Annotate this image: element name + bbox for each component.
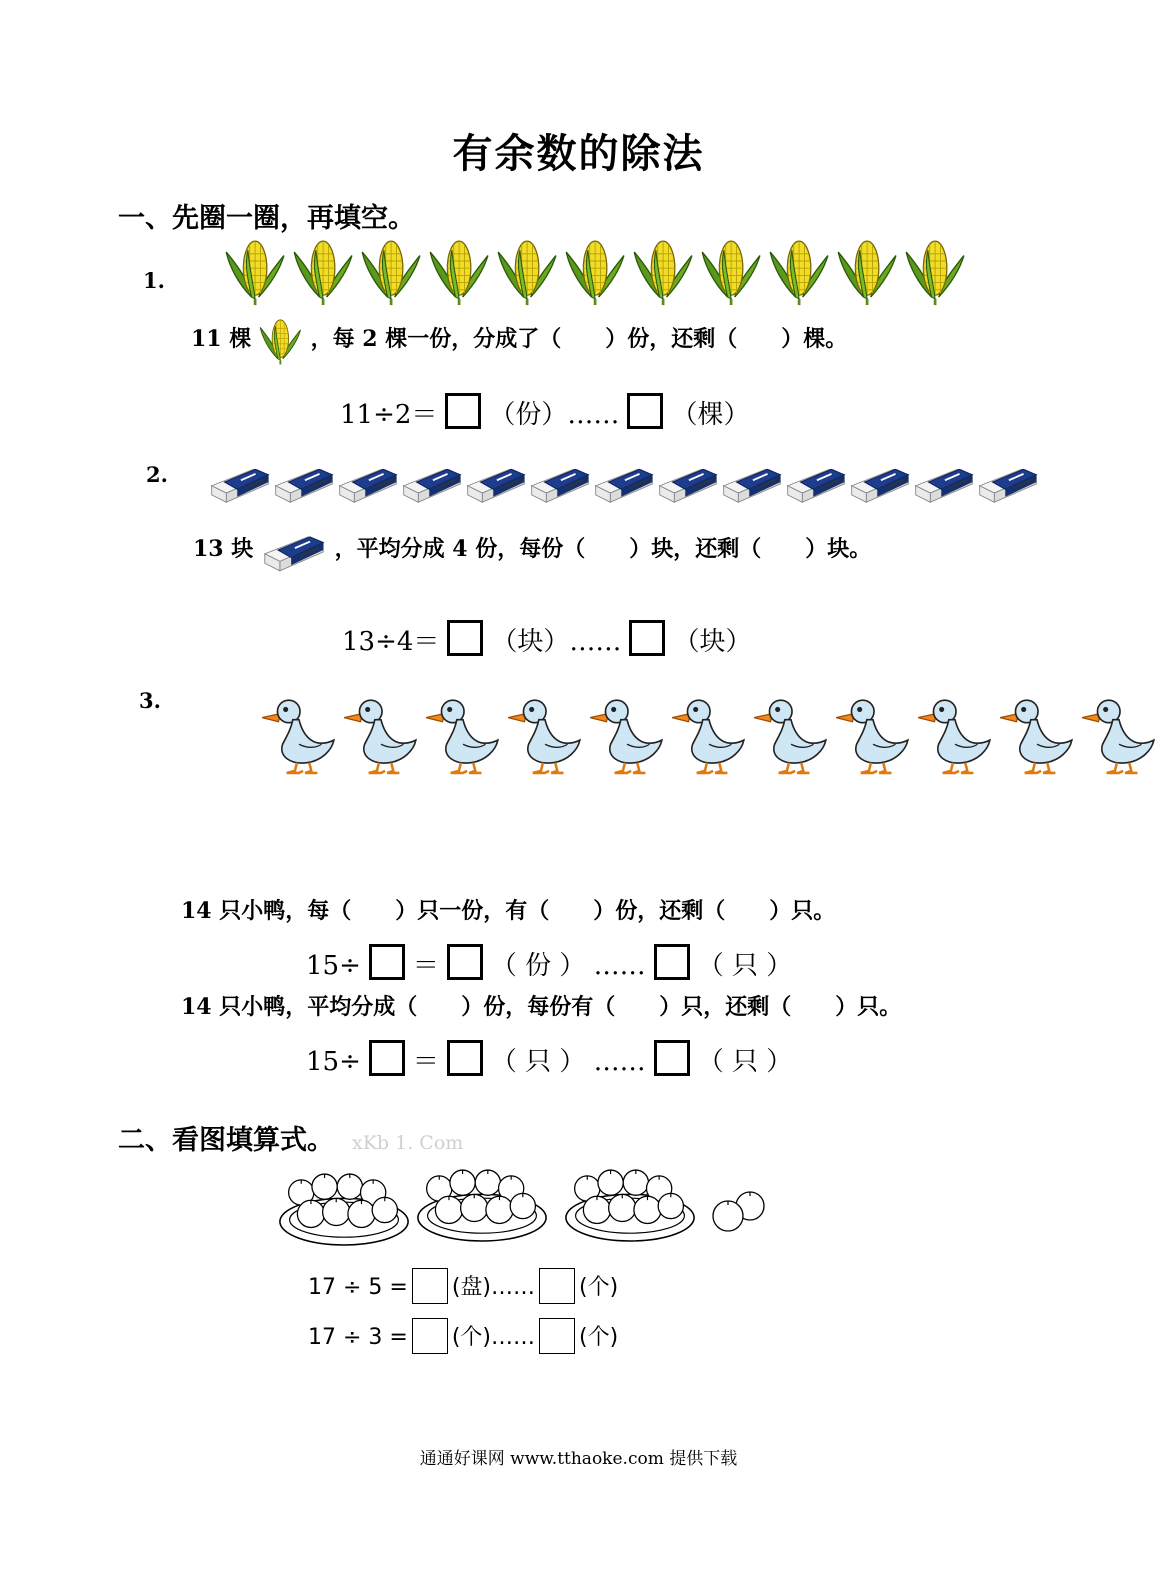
eraser-icon [272,460,336,506]
eraser-icon [976,460,1040,506]
eraser-icon [912,460,976,506]
corn-icon [494,234,562,306]
section2-eq2-left: 17 ÷ 3 = [308,1325,408,1350]
problem1-number: 1. [143,268,165,293]
eraser-icon [656,460,720,506]
corn-row [222,234,970,310]
duck-icon [340,692,422,776]
corn-icon [834,234,902,306]
section2-heading [118,1118,463,1157]
problem2-text-a: 13 块 [193,536,254,562]
problem3-question2: 14 只小鸭，平均分成（ ）份，每份有（ ）只，还剩（ ）只。 [181,994,902,1020]
corn-icon [630,234,698,306]
quotient-box[interactable] [447,944,483,980]
problem1-text-b: ，每 2 棵一份，分成了（ ）份，还剩（ ）棵。 [310,326,848,352]
section1-heading: 一、先圈一圈，再填空。 [118,203,415,234]
problem2-equation [342,620,751,658]
quotient-box[interactable] [412,1268,448,1304]
quotient-box[interactable] [447,620,483,656]
remainder-box[interactable] [539,1318,575,1354]
duck-icon [586,692,668,776]
problem1-unit2: （棵） [671,400,750,430]
apple-plate-icon [418,1170,546,1241]
duck-icon [422,692,504,776]
eraser-icon [528,460,592,506]
apple-icon [713,1192,764,1231]
problem2-number: 2. [146,462,168,487]
duck-icon [668,692,750,776]
problem2-text-b: ，平均分成 4 份，每份（ ）块，还剩（ ）块。 [334,536,872,562]
duck-icon [750,692,832,776]
problem1-question [191,320,847,360]
eraser-icon [208,460,272,506]
corn-icon [902,234,970,306]
problem3-eq1-mid: ＝ [412,951,439,981]
apple-plates [276,1166,796,1262]
eraser-icon [400,460,464,506]
eraser-icon [848,460,912,506]
problem3-eq2-mid: ＝ [412,1047,439,1077]
eraser-row [208,460,1040,510]
apple-plate-icon [566,1170,694,1241]
divisor-box[interactable] [369,944,405,980]
section2-eq1-unit1: (盘)…… [451,1275,536,1300]
footer-credit: 通通好课网 www.tthaoke.com 提供下载 [419,1449,738,1469]
problem3-eq1-left: 15÷ [306,951,361,981]
problem3-eq2-unit2: （ 只 ） [697,1047,793,1077]
section2-heading-text: 二、看图填算式。 [118,1125,334,1156]
eraser-icon [720,460,784,506]
quotient-box[interactable] [412,1318,448,1354]
remainder-box[interactable] [654,944,690,980]
problem3-eq2-unit1: （ 只 ） …… [490,1047,646,1077]
corn-icon [290,234,358,306]
duck-icon [914,692,996,776]
remainder-box[interactable] [629,620,665,656]
duck-icon [996,692,1078,776]
duck-icon [258,692,340,776]
problem3-equation2 [306,1040,792,1078]
problem1-equation [340,393,749,431]
corn-icon [222,234,290,306]
quotient-box[interactable] [447,1040,483,1076]
problem1-eq-left: 11÷2＝ [340,400,438,430]
section2-eq1-left: 17 ÷ 5 = [308,1275,408,1300]
eraser-icon [464,460,528,506]
eraser-icon [336,460,400,506]
watermark: xKb 1. Com [352,1132,464,1154]
eraser-icon [592,460,656,506]
apple-plate-icon [280,1174,408,1245]
corn-icon [426,234,494,306]
eraser-icon [784,460,848,506]
corn-icon [766,234,834,306]
section2-equation1 [308,1268,618,1304]
duck-icon [504,692,586,776]
divisor-box[interactable] [369,1040,405,1076]
corn-icon [259,320,303,360]
problem1-unit1: （份）…… [489,400,620,430]
problem2-eq-left: 13÷4＝ [342,627,440,657]
duck-icon [832,692,914,776]
eraser-icon [261,530,327,570]
problem3-eq2-left: 15÷ [306,1047,361,1077]
remainder-box[interactable] [654,1040,690,1076]
quotient-box[interactable] [445,393,481,429]
section2-eq2-unit2: (个) [579,1325,619,1350]
problem3-number: 3. [139,688,161,713]
remainder-box[interactable] [627,393,663,429]
problem2-question [193,530,871,570]
corn-icon [562,234,630,306]
page-title: 有余数的除法 [452,130,705,177]
corn-icon [358,234,426,306]
section2-eq1-unit2: (个) [579,1275,619,1300]
remainder-box[interactable] [539,1268,575,1304]
duck-icon [1078,692,1157,776]
section2-equation2 [308,1318,618,1354]
problem2-unit2: （块） [673,627,752,657]
problem3-equation1 [306,944,792,982]
problem3-eq1-unit2: （ 只 ） [697,951,793,981]
problem1-text-a: 11 棵 [191,326,252,352]
duck-grid [258,692,848,780]
problem3-eq1-unit1: （ 份 ） …… [490,951,646,981]
problem3-question1: 14 只小鸭，每（ ）只一份，有（ ）份，还剩（ ）只。 [181,898,836,924]
corn-icon [698,234,766,306]
section2-eq2-unit1: (个)…… [451,1325,536,1350]
problem2-unit1: （块）…… [491,627,622,657]
